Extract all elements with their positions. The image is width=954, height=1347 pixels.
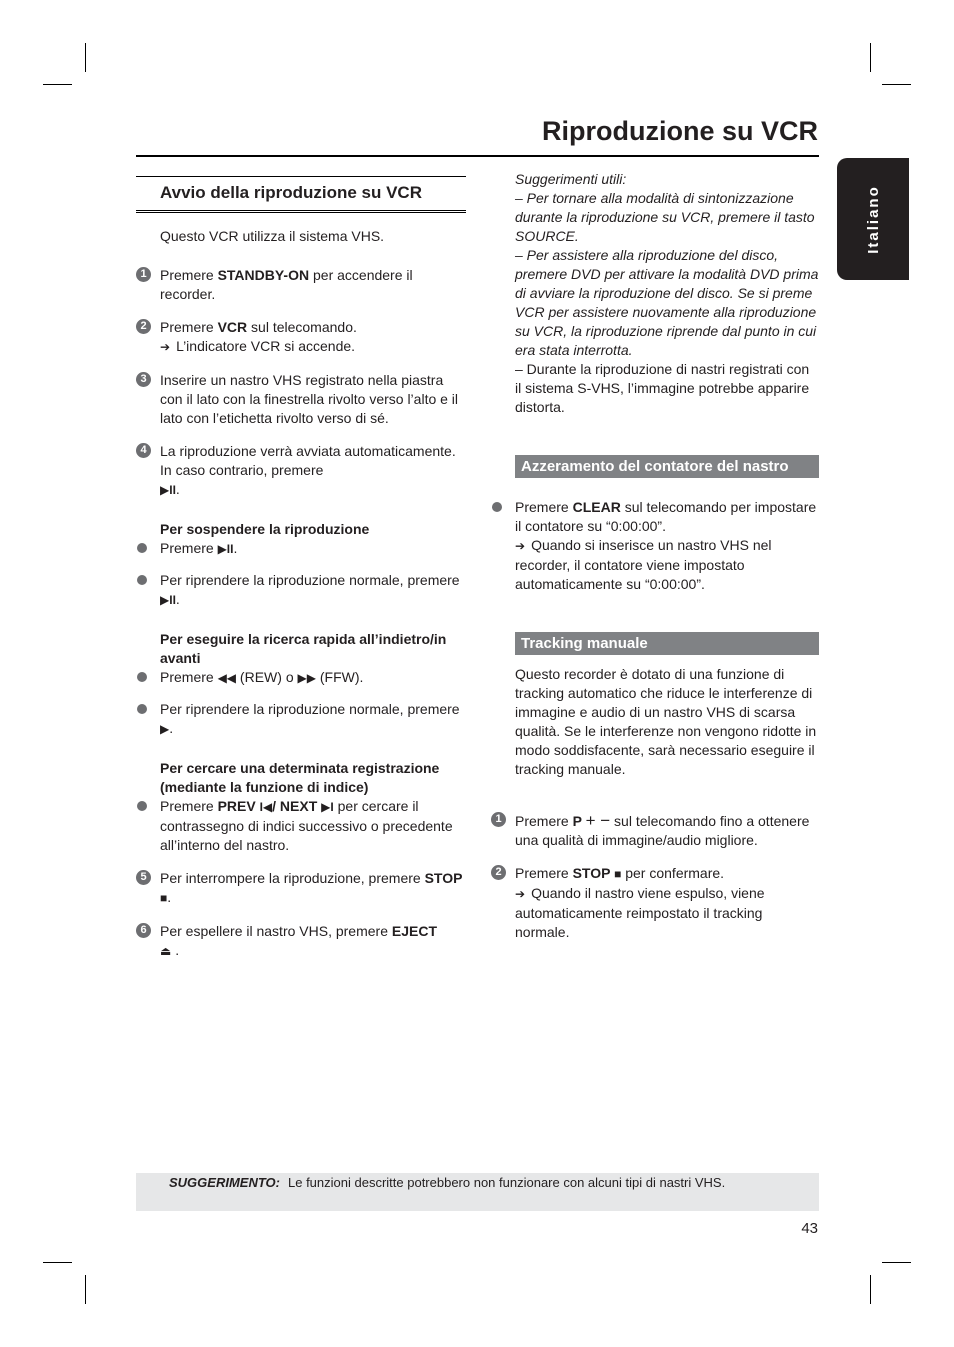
step-text: .	[171, 942, 180, 958]
result-text: Quando si inserisce un nastro VHS nel recorder, il contatore viene impostato automaticamente su “0:00:00”.	[515, 537, 772, 592]
footer-label: SUGGERIMENTO:	[169, 1175, 280, 1190]
key-label: CLEAR	[572, 499, 621, 515]
bullet-item	[136, 668, 466, 688]
bullet-item	[491, 498, 819, 594]
bullet-item	[136, 539, 466, 559]
useful-tips	[491, 170, 819, 417]
subheading-index: Per cercare una determinata registrazione (mediante la funzione di indice)	[160, 760, 440, 795]
language-tab	[837, 158, 909, 280]
bullet-text: .	[233, 540, 238, 556]
stop-icon: ■	[614, 867, 622, 881]
tip-text: – Durante la riproduzione di nastri registrati con il sistema S-VHS, l’immagine potrebbe apparire distorta.	[515, 361, 810, 415]
section-heading-counter: Azzeramento del contatore del nastro	[515, 455, 819, 478]
key-label: / NEXT	[272, 798, 322, 814]
crop-mark	[85, 1275, 86, 1304]
bullet-text: per cercare il contrassegno di indici successivo o precedente all’interno del nastro.	[160, 798, 453, 853]
bullet-item	[136, 571, 466, 610]
step-1	[136, 266, 466, 304]
step-text: per accendere il recorder.	[160, 267, 413, 302]
stop-icon: ■	[160, 891, 168, 905]
bullet-icon	[137, 575, 147, 585]
bullet-icon	[492, 502, 502, 512]
result-text: L’indicatore VCR si accende.	[176, 338, 356, 354]
key-label: P	[572, 813, 586, 829]
bullet-text: .	[169, 720, 174, 736]
title-rule	[136, 155, 819, 157]
crop-mark	[870, 1275, 871, 1304]
step-number-icon: 2	[491, 865, 506, 880]
step-text: Premere	[515, 813, 573, 829]
arrow-icon: ➔	[515, 539, 526, 553]
language-tab-label: Italiano	[864, 184, 882, 254]
bullet-text: (FFW).	[315, 669, 364, 685]
crop-mark	[43, 84, 72, 85]
tracking-intro: Questo recorder è dotato di una funzione di tracking automatico che riduce le interferenze di immagine e audio di un nastro VHS di scarsa qualità. Se le interferenze non vengono ridotte in modo soddisfacente, sarà necessario eseguire il tracking manuale.	[515, 666, 817, 777]
tips-title: Suggerimenti utili:	[515, 171, 627, 187]
step-6	[136, 922, 466, 961]
bullet-icon	[137, 801, 147, 811]
step-number-icon: 4	[136, 443, 151, 458]
step-text: Per interrompere la riproduzione, premere	[160, 870, 425, 886]
bullet-item	[136, 797, 466, 855]
bullet-text: Premere	[160, 798, 218, 814]
step-result	[515, 884, 819, 942]
fast-forward-icon: ▶▶	[297, 671, 316, 685]
bullet-icon	[137, 672, 147, 682]
step-4	[136, 442, 466, 500]
bullet-icon	[137, 543, 147, 553]
step-result	[515, 536, 819, 594]
crop-mark	[43, 1262, 72, 1263]
step-text: sul telecomando.	[247, 319, 357, 335]
subheading-search: Per eseguire la ricerca rapida all’indietro/in avanti	[160, 631, 447, 666]
step-result	[160, 337, 466, 357]
key-label: VCR	[217, 319, 248, 335]
intro-text: Questo VCR utilizza il sistema VHS.	[160, 228, 385, 244]
play-pause-icon: ▶II	[217, 542, 234, 556]
step-text: sul telecomando fino a ottenere una qualità di immagine/audio migliore.	[515, 813, 810, 848]
bullet-text: .	[175, 591, 180, 607]
rewind-icon: ◀◀	[217, 671, 237, 685]
step-text: Premere	[160, 319, 218, 335]
tip-text: – Per assistere alla riproduzione del disco, premere DVD per attivare la modalità DVD prima di avviare la riproduzione del disco. Se si preme VCR per assistere nuovamente alla riproduzione su VCR, la riproduzione riprende dal punto in cui era stata interrotta.	[515, 247, 819, 358]
section-heading-playback: Avvio della riproduzione su VCR	[136, 176, 466, 213]
step-text: La riproduzione verrà avviata automaticamente. In caso contrario, premere	[160, 443, 456, 478]
step-text: Premere	[160, 267, 218, 283]
step-2	[136, 318, 466, 357]
previous-icon: I◀	[259, 800, 273, 814]
step-number-icon: 6	[136, 923, 151, 938]
step-number-icon: 1	[136, 267, 151, 282]
tracking-step-2	[491, 864, 819, 942]
crop-mark	[882, 1262, 911, 1263]
eject-icon: ⏏	[160, 944, 172, 958]
bullet-text: Premere	[160, 540, 218, 556]
footer-text: Le funzioni descritte potrebbero non funzionare con alcuni tipi di nastri VHS.	[288, 1175, 726, 1190]
step-text: Inserire un nastro VHS registrato nella piastra con il lato con la finestrella rivolto verso l’alto e il lato con l’etichetta rivolto verso di sé.	[160, 372, 459, 426]
key-label: PREV	[217, 798, 260, 814]
key-label: STOP	[572, 865, 615, 881]
step-number-icon: 2	[136, 319, 151, 334]
subheading-pause: Per sospendere la riproduzione	[160, 521, 370, 537]
step-text: per confermare.	[621, 865, 725, 881]
crop-mark	[870, 43, 871, 72]
step-text: Per espellere il nastro VHS, premere	[160, 923, 392, 939]
bullet-text: Per riprendere la riproduzione normale, premere	[160, 572, 460, 588]
section-heading-tracking: Tracking manuale	[515, 632, 819, 655]
play-icon: ▶	[160, 722, 170, 736]
tracking-step-1	[491, 811, 819, 850]
left-column	[136, 176, 466, 961]
crop-mark	[882, 84, 911, 85]
bullet-text: (REW) o	[236, 669, 298, 685]
step-text: .	[167, 889, 172, 905]
step-number-icon: 3	[136, 372, 151, 387]
bullet-text: sul telecomando per impostare il contatore su “0:00:00”.	[515, 499, 817, 534]
next-icon: ▶I	[321, 800, 334, 814]
page-number: 43	[801, 1220, 818, 1237]
key-label: EJECT	[391, 923, 437, 939]
play-pause-icon: ▶II	[160, 593, 176, 607]
step-5	[136, 869, 466, 908]
bullet-text: Premere	[160, 669, 218, 685]
key-label: STOP	[424, 870, 463, 886]
result-text: Quando il nastro viene espulso, viene automaticamente reimpostato il tracking normale.	[515, 885, 765, 940]
bullet-item	[136, 700, 466, 739]
bullet-text: Per riprendere la riproduzione normale, premere	[160, 701, 460, 717]
tip-text: – Per tornare alla modalità di sintonizzazione durante la riproduzione su VCR, premere il tasto SOURCE.	[515, 190, 815, 244]
step-number-icon: 1	[491, 812, 506, 827]
page-title: Riproduzione su VCR	[542, 116, 818, 146]
key-label: STANDBY-ON	[217, 267, 310, 283]
play-pause-icon: ▶II	[160, 483, 176, 497]
arrow-icon: ➔	[160, 340, 171, 354]
arrow-icon: ➔	[515, 887, 526, 901]
right-column	[491, 170, 819, 942]
footer-tip-box	[136, 1173, 819, 1211]
step-text: .	[175, 481, 180, 497]
bullet-icon	[137, 704, 147, 714]
crop-mark	[85, 43, 86, 72]
bullet-text: Premere	[515, 499, 573, 515]
plus-minus-icon: + −	[585, 811, 611, 830]
step-3	[136, 371, 466, 428]
step-text: Premere	[515, 865, 573, 881]
step-number-icon: 5	[136, 870, 151, 885]
